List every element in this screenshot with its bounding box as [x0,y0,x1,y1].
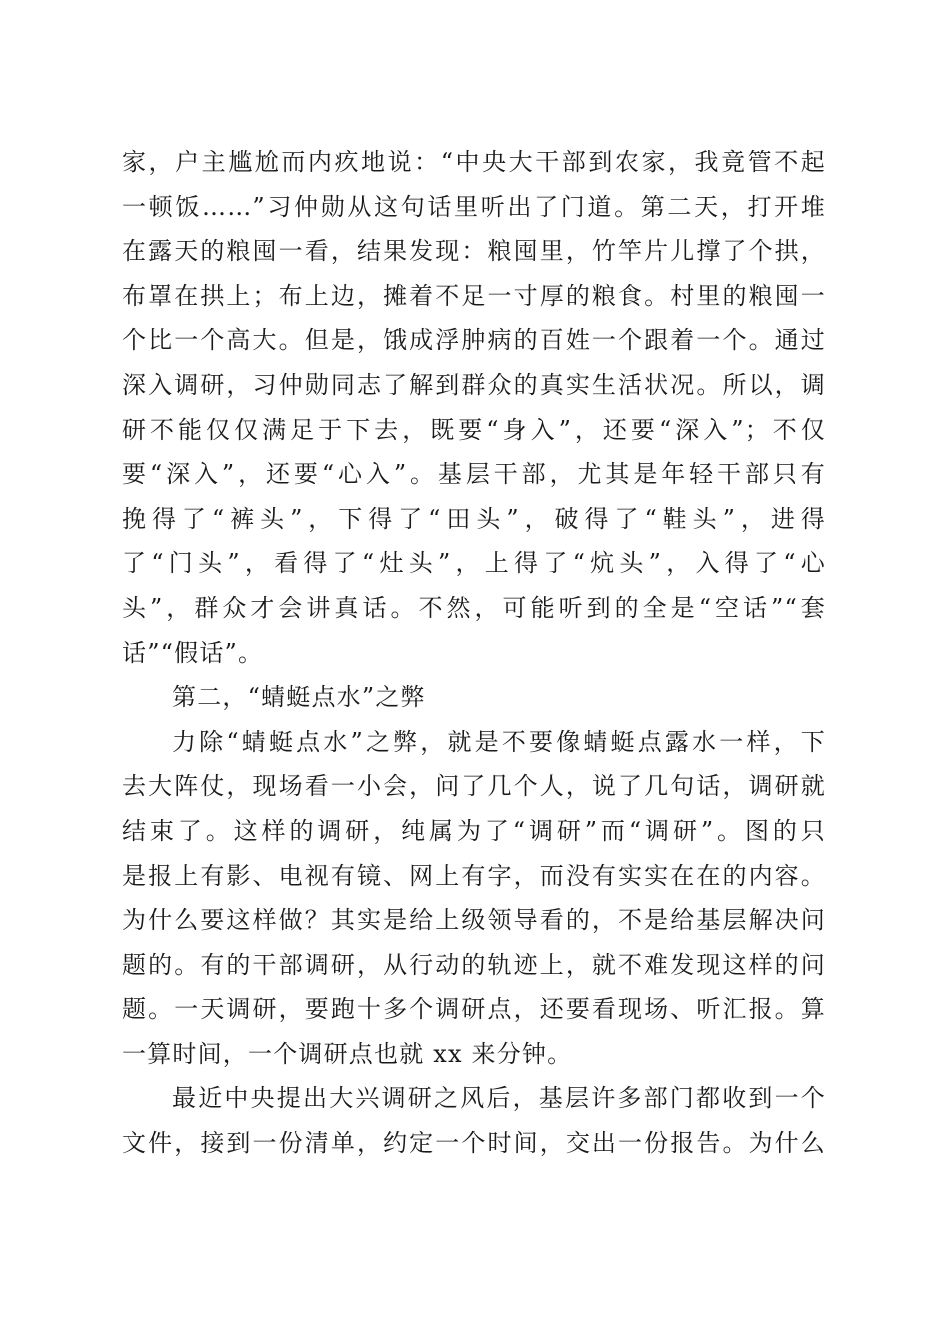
text-line: 是报上有影、电视有镜、网上有字，而没有实实在在的内容。 [122,861,826,890]
text-line: 深入调研，习仲勋同志了解到群众的真实生活状况。所以，调 [122,370,826,399]
text-line: 结束了。这样的调研，纯属为了“调研”而“调研”。图的只 [122,816,826,845]
text-line: 要“深入”，还要“心入”。基层干部，尤其是年轻干部只有 [122,460,826,489]
text-line: 布罩在拱上；布上边，摊着不足一寸厚的粮食。村里的粮囤一 [122,281,826,310]
text-line: 了“门头”，看得了“灶头”，上得了“炕头”，入得了“心 [122,549,826,578]
text-line: 个比一个高大。但是，饿成浮肿病的百姓一个跟着一个。通过 [122,326,826,355]
document-body [122,140,826,1166]
text-line: 家，户主尴尬而内疚地说：“中央大干部到农家，我竟管不起 [122,148,826,176]
text-line: 力除“蜻蜓点水”之弊，就是不要像蜻蜓点露水一样，下 [172,727,826,756]
paragraph-2 [122,720,826,1077]
text-line: 题。一天调研，要跑十多个调研点，还要看现场、听汇报。算 [122,995,826,1024]
text-line: 最近中央提出大兴调研之风后，基层许多部门都收到一个 [172,1084,826,1113]
text-line: 在露天的粮囤一看，结果发现：粮囤里，竹竿片儿撑了个拱， [122,237,826,266]
text-line: 头”，群众才会讲真话。不然，可能听到的全是“空话”“套 [122,593,826,622]
section-heading [122,675,826,720]
heading-text: 第二，“蜻蜓点水”之弊 [172,683,426,712]
text-line: 一算时间，一个调研点也就 xx 来分钟。 [122,1039,573,1068]
text-line: 话”“假话”。 [122,638,264,667]
paragraph-3 [122,1076,826,1165]
text-line: 挽得了“裤头”，下得了“田头”，破得了“鞋头”，进得 [122,504,826,533]
text-line: 研不能仅仅满足于下去，既要“身入”，还要“深入”；不仅 [122,415,826,444]
text-line: 一顿饭……”习仲勋从这句话里听出了门道。第二天，打开堆 [122,192,826,221]
text-line: 题的。有的干部调研，从行动的轨迹上，就不难发现这样的问 [122,950,826,979]
text-line: 文件，接到一份清单，约定一个时间，交出一份报告。为什么 [122,1129,826,1158]
paragraph-1 [122,140,826,675]
text-line: 为什么要这样做？其实是给上级领导看的，不是给基层解决问 [122,906,826,935]
text-line: 去大阵仗，现场看一小会，问了几个人，说了几句话，调研就 [122,772,826,801]
